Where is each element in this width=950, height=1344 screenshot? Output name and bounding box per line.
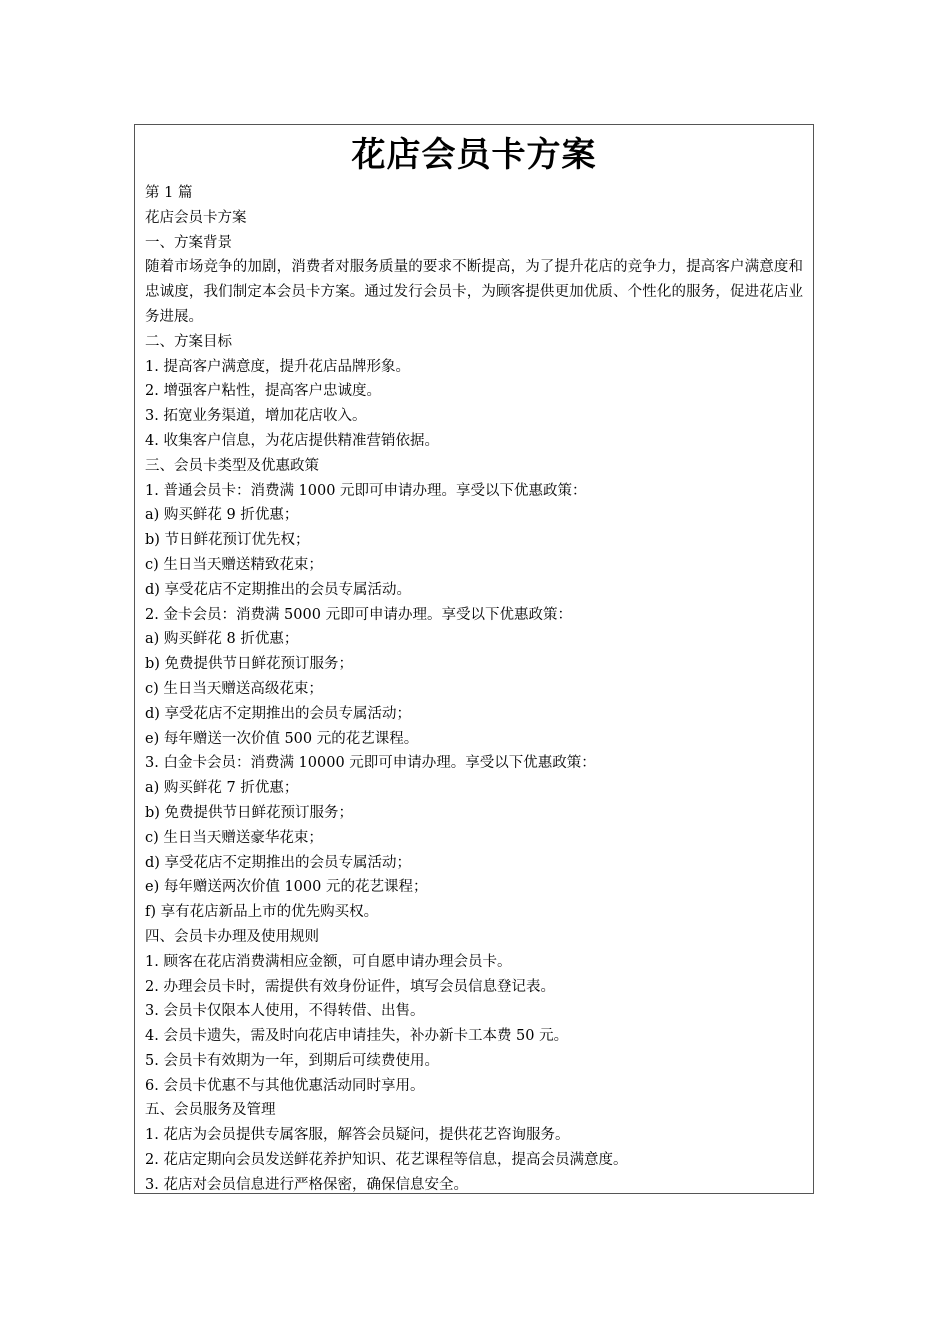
heading-goals: 二、方案目标 <box>145 333 232 350</box>
service-item-3: 3. 花店对会员信息进行严格保密，确保信息安全。 <box>145 1176 468 1193</box>
platinum-benefit-d: d) 享受花店不定期推出的会员专属活动； <box>145 854 412 871</box>
rule-item-3: 3. 会员卡仅限本人使用，不得转借、出售。 <box>145 1003 425 1020</box>
service-item-1: 1. 花店为会员提供专属客服，解答会员疑问，提供花艺咨询服务。 <box>145 1127 570 1144</box>
heading-rules: 四、会员卡办理及使用规则 <box>145 928 319 945</box>
platinum-benefit-e: e) 每年赠送两次价值 1000 元的花艺课程； <box>145 879 428 896</box>
gold-benefit-a: a) 购买鲜花 8 折优惠； <box>145 631 299 648</box>
gold-benefit-e: e) 每年赠送一次价值 500 元的花艺课程。 <box>145 730 419 747</box>
document-title: 花店会员卡方案 <box>351 135 597 175</box>
gold-benefit-c: c) 生日当天赠送高级花束； <box>145 680 323 697</box>
document-frame <box>134 124 814 1194</box>
rule-item-4: 4. 会员卡遗失，需及时向花店申请挂失，补办新卡工本费 50 元。 <box>145 1028 569 1045</box>
regular-benefit-c: c) 生日当天赠送精致花束； <box>145 556 323 573</box>
regular-benefit-a: a) 购买鲜花 9 折优惠； <box>145 507 299 524</box>
rule-item-6: 6. 会员卡优惠不与其他优惠活动同时享用。 <box>145 1077 425 1094</box>
gold-benefit-b: b) 免费提供节日鲜花预订服务； <box>145 656 354 673</box>
regular-benefit-d: d) 享受花店不定期推出的会员专属活动。 <box>145 581 412 598</box>
heading-service: 五、会员服务及管理 <box>145 1102 276 1119</box>
goal-item-1: 1. 提高客户满意度，提升花店品牌形象。 <box>145 358 410 375</box>
card-type-regular: 1. 普通会员卡：消费满 1000 元即可申请办理。享受以下优惠政策： <box>145 482 587 499</box>
platinum-benefit-a: a) 购买鲜花 7 折优惠； <box>145 780 299 797</box>
rule-item-2: 2. 办理会员卡时，需提供有效身份证件，填写会员信息登记表。 <box>145 978 555 995</box>
platinum-benefit-f: f) 享有花店新品上市的优先购买权。 <box>145 904 379 921</box>
line-subtitle: 花店会员卡方案 <box>145 209 247 226</box>
rule-item-5: 5. 会员卡有效期为一年，到期后可续费使用。 <box>145 1052 439 1069</box>
rule-item-1: 1. 顾客在花店消费满相应金额，可自愿申请办理会员卡。 <box>145 953 512 970</box>
card-type-platinum: 3. 白金卡会员：消费满 10000 元即可申请办理。享受以下优惠政策： <box>145 755 596 772</box>
goal-item-4: 4. 收集客户信息，为花店提供精准营销依据。 <box>145 432 439 449</box>
heading-card-types: 三、会员卡类型及优惠政策 <box>145 457 319 474</box>
platinum-benefit-b: b) 免费提供节日鲜花预订服务； <box>145 804 354 821</box>
line-section-number: 第 1 篇 <box>145 185 193 201</box>
goal-item-2: 2. 增强客户粘性，提高客户忠诚度。 <box>145 383 381 400</box>
service-item-2: 2. 花店定期向会员发送鲜花养护知识、花艺课程等信息，提高会员满意度。 <box>145 1152 628 1169</box>
paragraph-background: 随着市场竞争的加剧，消费者对服务质量的要求不断提高，为了提升花店的竞争力，提高客户满意度和忠诚度，我们制定本会员卡方案。通过发行会员卡，为顾客提供更加优质、个性化的服务，促进花店业务进展。 <box>145 259 803 325</box>
regular-benefit-b: b) 节日鲜花预订优先权； <box>145 532 310 549</box>
platinum-benefit-c: c) 生日当天赠送豪华花束； <box>145 829 323 846</box>
gold-benefit-d: d) 享受花店不定期推出的会员专属活动； <box>145 705 412 722</box>
goal-item-3: 3. 拓宽业务渠道，增加花店收入。 <box>145 408 367 425</box>
heading-background: 一、方案背景 <box>145 234 232 251</box>
card-type-gold: 2. 金卡会员：消费满 5000 元即可申请办理。享受以下优惠政策： <box>145 606 573 623</box>
